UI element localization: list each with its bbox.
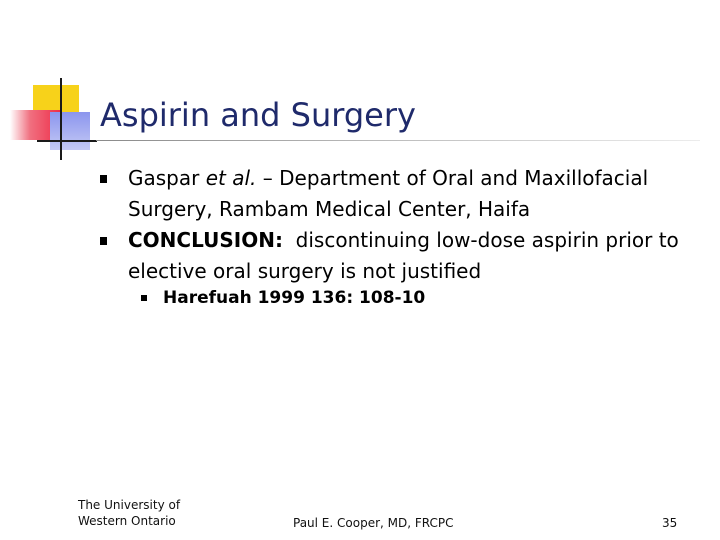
reference-text: Harefuah 1999 136: 108-10 bbox=[163, 288, 426, 308]
square-bullet-icon bbox=[100, 175, 107, 183]
bullet-text-part: – Department of Oral and Maxillofacial Surgery, Rambam Medical Center, Haifa bbox=[128, 166, 649, 221]
page-number: 35 bbox=[662, 516, 678, 530]
decorative-blue-square bbox=[50, 112, 90, 150]
institution-line: Western Ontario bbox=[78, 514, 176, 528]
bullet-item-conclusion bbox=[100, 225, 700, 287]
bullet-bold-label: CONCLUSION: bbox=[128, 228, 283, 252]
bullet-list bbox=[100, 163, 700, 287]
footer-author: Paul E. Cooper, MD, FRCPC bbox=[293, 516, 454, 530]
decorative-vertical-line bbox=[60, 78, 62, 160]
bullet-item-gaspar bbox=[100, 163, 700, 225]
square-bullet-icon bbox=[141, 295, 147, 301]
decorative-horizontal-line bbox=[37, 140, 97, 142]
square-bullet-icon bbox=[100, 237, 107, 245]
institution-line: The University of bbox=[78, 498, 181, 512]
bullet-text-part: discontinuing low-dose aspirin prior to elective oral surgery is not justified bbox=[128, 228, 686, 283]
sub-bullet-reference bbox=[141, 288, 425, 308]
bullet-text-part: Gaspar bbox=[128, 166, 206, 190]
slide-title: Aspirin and Surgery bbox=[100, 96, 416, 134]
bullet-italic-text: et al. bbox=[205, 166, 257, 190]
title-underline-rule bbox=[96, 140, 700, 141]
footer-institution bbox=[78, 497, 180, 529]
